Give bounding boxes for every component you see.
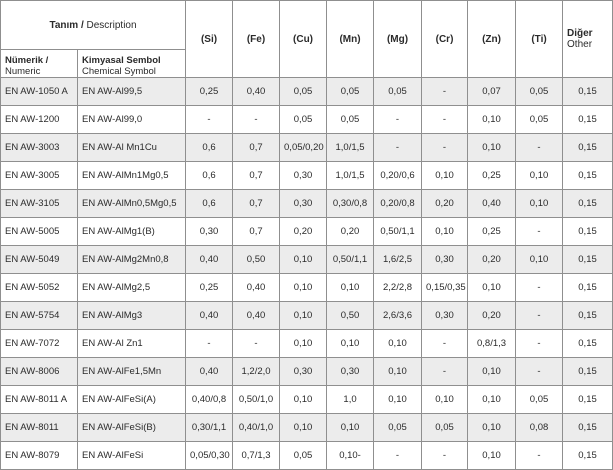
- kimyasal-label: Kimyasal Sembol: [82, 55, 161, 66]
- zn-cell: 0,25: [468, 218, 516, 246]
- other-cell: 0,15: [563, 246, 613, 274]
- zn-cell: 0,10: [468, 358, 516, 386]
- diger-label: Diğer: [567, 28, 593, 39]
- zn-cell: 0,10: [468, 386, 516, 414]
- cr-cell: -: [422, 78, 468, 106]
- other-cell: 0,15: [563, 218, 613, 246]
- si-cell: 0,40: [186, 246, 233, 274]
- zn-cell: 0,25: [468, 162, 516, 190]
- header-row-top: [1, 1, 613, 50]
- mg-cell: 2,2/2,8: [374, 274, 422, 302]
- mg-cell: -: [374, 442, 422, 470]
- fe-cell: 0,40/1,0: [233, 414, 280, 442]
- mg-cell: 0,10: [374, 330, 422, 358]
- cr-cell: 0,05: [422, 414, 468, 442]
- ti-cell: 0,08: [516, 414, 563, 442]
- cr-header: (Cr): [422, 1, 468, 78]
- fe-cell: -: [233, 106, 280, 134]
- table-row: [1, 190, 613, 218]
- mn-cell: 0,10: [327, 274, 374, 302]
- fe-cell: 0,40: [233, 274, 280, 302]
- mn-cell: 0,10: [327, 414, 374, 442]
- cu-cell: 0,10: [280, 274, 327, 302]
- fe-cell: 0,7: [233, 218, 280, 246]
- zn-cell: 0,10: [468, 134, 516, 162]
- other-cell: 0,15: [563, 78, 613, 106]
- cr-cell: 0,10: [422, 218, 468, 246]
- mn-cell: 0,50: [327, 302, 374, 330]
- mn-cell: 0,10: [327, 330, 374, 358]
- mn-cell: 0,30: [327, 358, 374, 386]
- zn-cell: 0,10: [468, 414, 516, 442]
- cu-cell: 0,20: [280, 218, 327, 246]
- cr-cell: -: [422, 442, 468, 470]
- numeric-header: [1, 50, 78, 78]
- zn-header: (Zn): [468, 1, 516, 78]
- cu-cell: 0,10: [280, 302, 327, 330]
- ti-cell: 0,05: [516, 386, 563, 414]
- zn-cell: 0,10: [468, 106, 516, 134]
- table-row: [1, 302, 613, 330]
- si-cell: 0,40/0,8: [186, 386, 233, 414]
- mg-header: (Mg): [374, 1, 422, 78]
- fe-cell: 0,7: [233, 134, 280, 162]
- si-cell: 0,25: [186, 78, 233, 106]
- cr-cell: 0,20: [422, 190, 468, 218]
- chemical-symbol-cell: EN AW-AlMg1(B): [78, 218, 186, 246]
- ti-cell: 0,05: [516, 78, 563, 106]
- fe-header: (Fe): [233, 1, 280, 78]
- fe-cell: 0,40: [233, 302, 280, 330]
- mg-cell: 0,20/0,6: [374, 162, 422, 190]
- mg-cell: 0,10: [374, 358, 422, 386]
- zn-cell: 0,07: [468, 78, 516, 106]
- mg-cell: -: [374, 106, 422, 134]
- cr-cell: 0,10: [422, 386, 468, 414]
- cu-cell: 0,10: [280, 330, 327, 358]
- cu-cell: 0,30: [280, 358, 327, 386]
- ti-cell: -: [516, 274, 563, 302]
- mn-cell: 1,0/1,5: [327, 162, 374, 190]
- cr-cell: -: [422, 134, 468, 162]
- table-row: [1, 246, 613, 274]
- ti-cell: 0,10: [516, 246, 563, 274]
- chemical-symbol-cell: EN AW-AlMg3: [78, 302, 186, 330]
- other-cell: 0,15: [563, 414, 613, 442]
- chemical-symbol-cell: EN AW-AlMg2Mn0,8: [78, 246, 186, 274]
- description-header: [1, 1, 186, 50]
- si-cell: 0,30/1,1: [186, 414, 233, 442]
- other-cell: 0,15: [563, 358, 613, 386]
- table-row: [1, 414, 613, 442]
- table-row: [1, 106, 613, 134]
- zn-cell: 0,20: [468, 246, 516, 274]
- ti-cell: 0,10: [516, 162, 563, 190]
- other-cell: 0,15: [563, 330, 613, 358]
- other-cell: 0,15: [563, 302, 613, 330]
- ti-cell: -: [516, 330, 563, 358]
- mn-cell: 0,10-: [327, 442, 374, 470]
- si-cell: -: [186, 106, 233, 134]
- fe-cell: 0,50/1,0: [233, 386, 280, 414]
- cu-cell: 0,10: [280, 386, 327, 414]
- zn-cell: 0,8/1,3: [468, 330, 516, 358]
- ti-cell: -: [516, 358, 563, 386]
- other-cell: 0,15: [563, 274, 613, 302]
- fe-cell: -: [233, 330, 280, 358]
- numeric-label: Numeric: [5, 66, 41, 77]
- numeric-cell: EN AW-8006: [1, 358, 78, 386]
- si-cell: 0,6: [186, 162, 233, 190]
- ti-cell: 0,10: [516, 190, 563, 218]
- tanim-label: Tanım /: [49, 19, 84, 31]
- zn-cell: 0,40: [468, 190, 516, 218]
- other-cell: 0,15: [563, 190, 613, 218]
- mg-cell: 0,05: [374, 414, 422, 442]
- cr-cell: -: [422, 106, 468, 134]
- numeric-cell: EN AW-7072: [1, 330, 78, 358]
- cu-cell: 0,05: [280, 78, 327, 106]
- ti-cell: -: [516, 302, 563, 330]
- mg-cell: 0,05: [374, 78, 422, 106]
- fe-cell: 0,7/1,3: [233, 442, 280, 470]
- ti-cell: -: [516, 218, 563, 246]
- table-body: [1, 78, 613, 470]
- cr-cell: 0,10: [422, 162, 468, 190]
- ti-cell: 0,05: [516, 106, 563, 134]
- cu-cell: 0,10: [280, 414, 327, 442]
- chemical-symbol-cell: EN AW-Al Zn1: [78, 330, 186, 358]
- numeric-cell: EN AW-3005: [1, 162, 78, 190]
- fe-cell: 0,7: [233, 162, 280, 190]
- numeric-cell: EN AW-5052: [1, 274, 78, 302]
- cu-cell: 0,05: [280, 442, 327, 470]
- fe-cell: 0,50: [233, 246, 280, 274]
- numeric-cell: EN AW-5049: [1, 246, 78, 274]
- numeric-cell: EN AW-5754: [1, 302, 78, 330]
- mn-cell: 0,30/0,8: [327, 190, 374, 218]
- numeric-cell: EN AW-1050 A: [1, 78, 78, 106]
- si-cell: 0,25: [186, 274, 233, 302]
- chemical-symbol-cell: EN AW-AlFeSi(B): [78, 414, 186, 442]
- si-cell: 0,05/0,30: [186, 442, 233, 470]
- chemical-symbol-cell: EN AW-AlFeSi: [78, 442, 186, 470]
- mg-cell: 0,20/0,8: [374, 190, 422, 218]
- si-cell: 0,40: [186, 302, 233, 330]
- numeric-cell: EN AW-8079: [1, 442, 78, 470]
- mn-cell: 1,0: [327, 386, 374, 414]
- other-label: Other: [567, 39, 593, 50]
- table-row: [1, 78, 613, 106]
- other-cell: 0,15: [563, 134, 613, 162]
- mg-cell: 2,6/3,6: [374, 302, 422, 330]
- mn-cell: 0,05: [327, 78, 374, 106]
- other-cell: 0,15: [563, 162, 613, 190]
- fe-cell: 0,40: [233, 78, 280, 106]
- cu-header: (Cu): [280, 1, 327, 78]
- numeric-cell: EN AW-5005: [1, 218, 78, 246]
- table-row: [1, 442, 613, 470]
- chemical-symbol-cell: EN AW-AlFe1,5Mn: [78, 358, 186, 386]
- si-cell: 0,40: [186, 358, 233, 386]
- cu-cell: 0,30: [280, 190, 327, 218]
- table-row: [1, 162, 613, 190]
- mg-cell: 0,50/1,1: [374, 218, 422, 246]
- mn-header: (Mn): [327, 1, 374, 78]
- table-row: [1, 330, 613, 358]
- table-row: [1, 274, 613, 302]
- cr-cell: 0,30: [422, 246, 468, 274]
- cr-cell: -: [422, 330, 468, 358]
- other-cell: 0,15: [563, 442, 613, 470]
- cr-cell: -: [422, 358, 468, 386]
- si-cell: -: [186, 330, 233, 358]
- si-header: (Si): [186, 1, 233, 78]
- table-row: [1, 386, 613, 414]
- numeric-cell: EN AW-1200: [1, 106, 78, 134]
- si-cell: 0,6: [186, 134, 233, 162]
- description-label: Description: [86, 19, 137, 31]
- chemical-symbol-cell: EN AW-AlMg2,5: [78, 274, 186, 302]
- chemical-symbol-cell: EN AW-Al99,0: [78, 106, 186, 134]
- numeric-cell: EN AW-8011: [1, 414, 78, 442]
- other-cell: 0,15: [563, 386, 613, 414]
- numeric-cell: EN AW-3105: [1, 190, 78, 218]
- mn-cell: 0,20: [327, 218, 374, 246]
- other-header: [563, 1, 613, 78]
- mn-cell: 0,05: [327, 106, 374, 134]
- numeric-cell: EN AW-3003: [1, 134, 78, 162]
- table-row: [1, 134, 613, 162]
- cu-cell: 0,05: [280, 106, 327, 134]
- zn-cell: 0,10: [468, 442, 516, 470]
- ti-cell: -: [516, 442, 563, 470]
- fe-cell: 0,7: [233, 190, 280, 218]
- numeric-cell: EN AW-8011 A: [1, 386, 78, 414]
- ti-header: (Ti): [516, 1, 563, 78]
- chemical-label: Chemical Symbol: [82, 66, 156, 77]
- ti-cell: -: [516, 134, 563, 162]
- other-cell: 0,15: [563, 106, 613, 134]
- chemical-symbol-cell: EN AW-AlMn1Mg0,5: [78, 162, 186, 190]
- si-cell: 0,30: [186, 218, 233, 246]
- chemical-symbol-header: [78, 50, 186, 78]
- mg-cell: 1,6/2,5: [374, 246, 422, 274]
- cu-cell: 0,05/0,20: [280, 134, 327, 162]
- cr-cell: 0,30: [422, 302, 468, 330]
- fe-cell: 1,2/2,0: [233, 358, 280, 386]
- mg-cell: -: [374, 134, 422, 162]
- mn-cell: 0,50/1,1: [327, 246, 374, 274]
- zn-cell: 0,10: [468, 274, 516, 302]
- si-cell: 0,6: [186, 190, 233, 218]
- cu-cell: 0,30: [280, 162, 327, 190]
- chemical-symbol-cell: EN AW-AlFeSi(A): [78, 386, 186, 414]
- zn-cell: 0,20: [468, 302, 516, 330]
- chemical-symbol-cell: EN AW-AlMn0,5Mg0,5: [78, 190, 186, 218]
- table-row: [1, 358, 613, 386]
- table-row: [1, 218, 613, 246]
- mg-cell: 0,10: [374, 386, 422, 414]
- cu-cell: 0,10: [280, 246, 327, 274]
- chemical-symbol-cell: EN AW-Al99,5: [78, 78, 186, 106]
- chemical-symbol-cell: EN AW-Al Mn1Cu: [78, 134, 186, 162]
- numerik-label: Nümerik /: [5, 55, 49, 66]
- cr-cell: 0,15/0,35: [422, 274, 468, 302]
- mn-cell: 1,0/1,5: [327, 134, 374, 162]
